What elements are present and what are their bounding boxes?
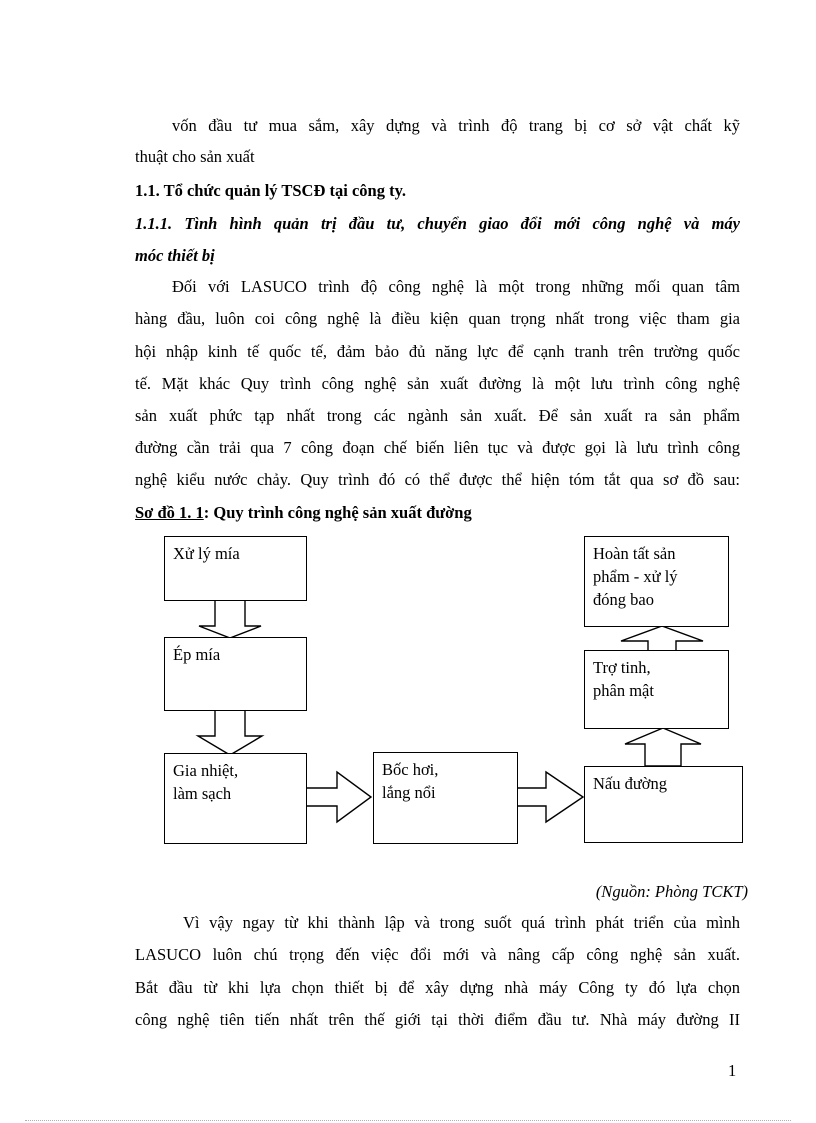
paragraph-3-line: Bắt đầu từ khi lựa chọn thiết bị để xây dựng nhà máy Công ty đó lựa chọn	[135, 978, 740, 997]
arrow-right-2	[517, 772, 583, 822]
paragraph-2-line: Đối với LASUCO trình độ công nghệ là một trong những mối quan tâm	[172, 277, 740, 296]
diagram-caption-prefix: Sơ đồ 1. 1	[135, 503, 204, 522]
arrow-up-2	[621, 626, 703, 651]
diagram-caption-title: : Quy trình công nghệ sản xuất đường	[203, 503, 472, 522]
heading-1-1: 1.1. Tổ chức quản lý TSCĐ tại công ty.	[135, 181, 407, 200]
step-tro-tinh: Trợ tinh, phân mật	[584, 650, 729, 729]
arrow-down-2	[198, 710, 262, 755]
heading-1-1-1-line-2: móc thiết bị	[135, 246, 215, 265]
paragraph-3-line: LASUCO luôn chú trọng đến việc đổi mới và nâng cấp công nghệ sản xuất.	[135, 945, 740, 964]
paragraph-2-line: hàng đầu, luôn coi công nghệ là điều kiện quan trọng nhất trong việc tham gia	[135, 309, 740, 328]
page-number: 1	[728, 1061, 737, 1080]
step-boc-hoi: Bốc hơi, lắng nổi	[373, 752, 518, 844]
paragraph-2-line: nghệ kiểu nước chảy. Quy trình đó có thể được thể hiện tóm tắt qua sơ đồ sau:	[135, 470, 740, 489]
arrow-up-1	[625, 728, 701, 766]
heading-1-1-1-line-1: 1.1.1. Tình hình quản trị đầu tư, chuyển giao đổi mới công nghệ và máy	[135, 214, 740, 233]
step-ep-mia: Ép mía	[164, 637, 307, 711]
arrow-right-1	[306, 772, 371, 822]
paragraph-2-line: đường cần trải qua 7 công đoạn chế biến liên tục và được gọi là lưu trình công	[135, 438, 740, 457]
paragraph-3-line: công nghệ tiên tiến nhất trên thế giới tại thời điểm đầu tư. Nhà máy đường II	[135, 1010, 740, 1029]
step-nau-duong: Nấu đường	[584, 766, 743, 843]
paragraph-2-line: hội nhập kinh tế quốc tế, đảm bảo đủ năng lực để cạnh tranh trên trường quốc	[135, 342, 740, 361]
paragraph-2-line: sản xuất phức tạp nhất trong các ngành sản xuất. Để sản xuất ra sản phẩm	[135, 406, 740, 425]
paragraph-2-line: tế. Mặt khác Quy trình công nghệ sản xuất đường là một lưu trình công nghệ	[135, 374, 740, 393]
page-bottom-rule	[25, 1120, 791, 1121]
paragraph-top-line-2: thuật cho sản xuất	[135, 147, 255, 166]
paragraph-top-line-1: vốn đầu tư mua sắm, xây dựng và trình độ trang bị cơ sở vật chất kỹ	[172, 116, 740, 135]
step-gia-nhiet: Gia nhiệt, làm sạch	[164, 753, 307, 844]
paragraph-3-line: Vì vậy ngay từ khi thành lập và trong suốt quá trình phát triển của mình	[183, 913, 740, 932]
arrow-down-1	[199, 600, 261, 638]
diagram-source: (Nguồn: Phòng TCKT)	[595, 882, 748, 901]
step-hoan-tat: Hoàn tất sản phẩm - xử lý đóng bao	[584, 536, 729, 627]
step-xu-ly-mia: Xử lý mía	[164, 536, 307, 601]
